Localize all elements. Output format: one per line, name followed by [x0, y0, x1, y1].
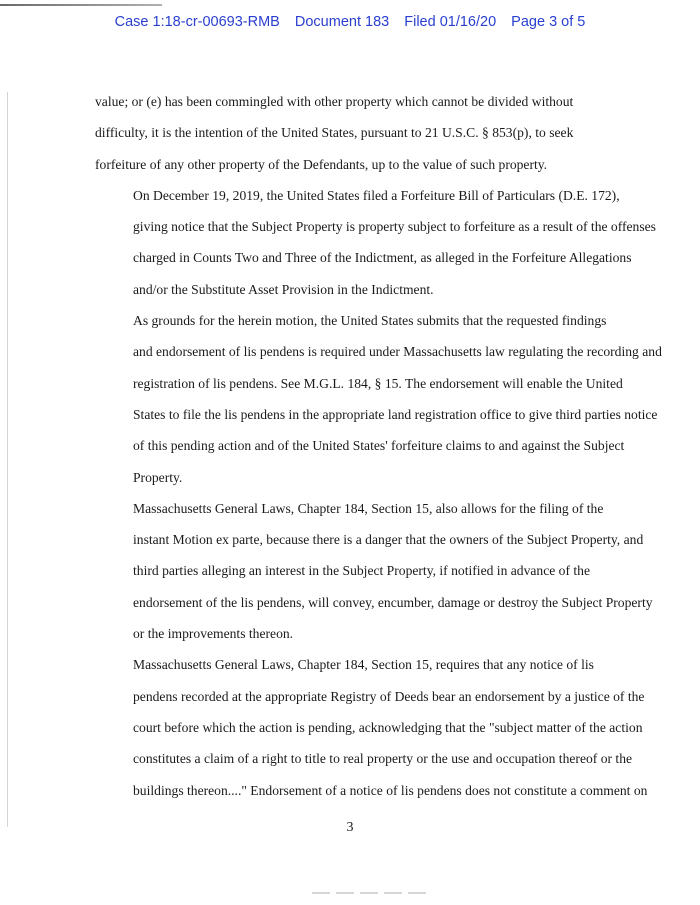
- case-number: Case 1:18-cr-00693-RMB: [114, 14, 280, 30]
- text-line: and/or the Substitute Asset Provision in the Indictment.: [133, 281, 434, 297]
- text-line: of this pending action and of the United States' forfeiture claims to and against the Subject: [133, 438, 625, 454]
- text-line: charged in Counts Two and Three of the Indictment, as alleged in the Forfeiture Allegations: [133, 250, 632, 266]
- page-number: 3: [346, 820, 354, 835]
- scan-artifact: [312, 892, 432, 894]
- text-line: giving notice that the Subject Property is property subject to forfeiture as a result of the offenses: [133, 219, 656, 235]
- text-line: endorsement of the lis pendens, will convey, encumber, damage or destroy the Subject Property: [133, 594, 653, 610]
- text-line: As grounds for the herein motion, the United States submits that the requested findings: [133, 313, 607, 329]
- document-number: Document 183: [294, 14, 390, 30]
- document-body: [95, 86, 662, 806]
- page-indicator: Page 3 of 5: [511, 14, 586, 30]
- text-line: States to file the lis pendens in the appropriate land registration office to give third parties notice: [133, 406, 658, 422]
- court-filing-header: [0, 14, 700, 30]
- filed-date: Filed 01/16/20: [404, 14, 497, 30]
- paragraph-grounds: [95, 305, 662, 493]
- text-line: value; or (e) has been commingled with other property which cannot be divided without: [95, 94, 574, 109]
- paragraph-bill-of-particulars: [95, 180, 656, 305]
- text-line: difficulty, it is the intention of the United States, pursuant to 21 U.S.C. § 853(p), to seek: [95, 125, 574, 141]
- text-line: and endorsement of lis pendens is required under Massachusetts law regulating the recording and: [133, 344, 662, 360]
- text-line: registration of lis pendens. See M.G.L. 184, § 15. The endorsement will enable the United: [133, 375, 623, 391]
- scan-edge-line: [0, 4, 162, 6]
- scan-margin-line: [7, 92, 8, 827]
- text-line: buildings thereon...." Endorsement of a notice of lis pendens does not constitute a comment on: [133, 782, 648, 798]
- text-line: or the improvements thereon.: [133, 626, 294, 642]
- paragraph-substitute-assets: [95, 86, 635, 180]
- paragraph-endorsement: [95, 649, 648, 805]
- text-line: Massachusetts General Laws, Chapter 184, Section 15, requires that any notice of lis: [133, 657, 594, 673]
- text-line: instant Motion ex parte, because there is a danger that the owners of the Subject Property, and: [133, 532, 644, 548]
- text-line: court before which the action is pending, acknowledging that the "subject matter of the action: [133, 719, 643, 735]
- text-line: third parties alleging an interest in the Subject Property, if notified in advance of the: [133, 563, 591, 579]
- paragraph-ex-parte: [95, 493, 653, 649]
- text-line: Property.: [133, 469, 183, 485]
- text-line: Massachusetts General Laws, Chapter 184, Section 15, also allows for the filing of the: [133, 500, 604, 516]
- text-line: On December 19, 2019, the United States filed a Forfeiture Bill of Particulars (D.E. 172),: [133, 187, 620, 203]
- text-line: pendens recorded at the appropriate Registry of Deeds bear an endorsement by a justice of the: [133, 688, 645, 704]
- text-line: constitutes a claim of a right to title to real property or the use and occupation thereof or the: [133, 751, 633, 767]
- text-line: forfeiture of any other property of the Defendants, up to the value of such property.: [95, 156, 548, 172]
